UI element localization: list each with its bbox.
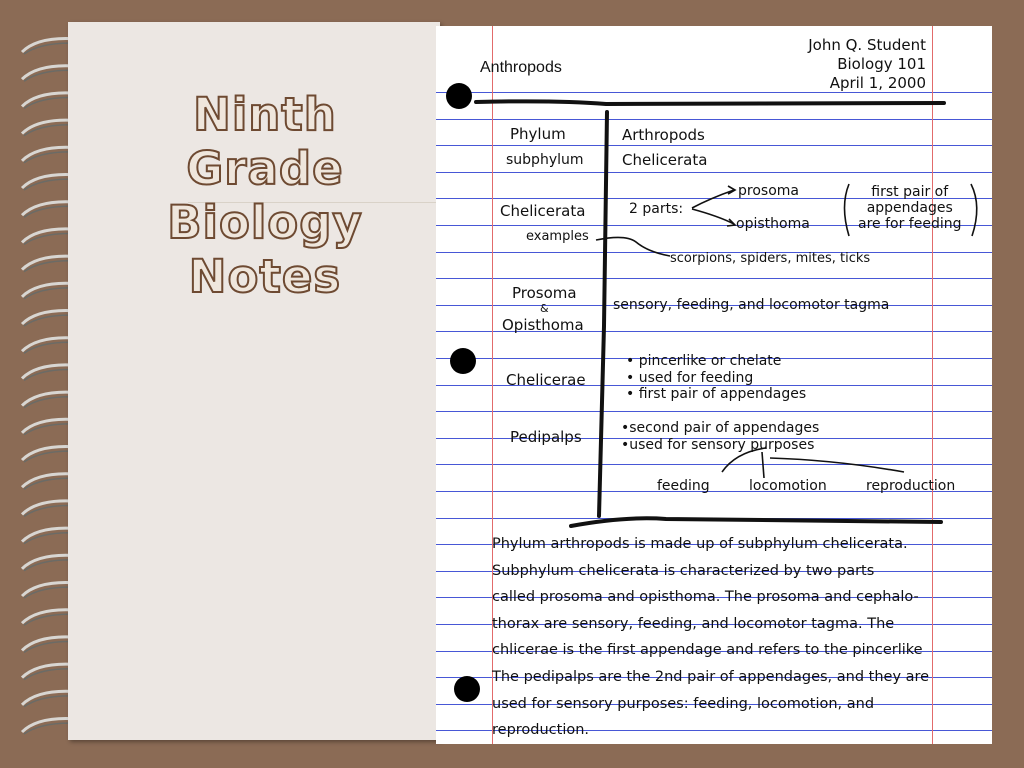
title-line: Ninth <box>193 88 337 141</box>
uses-connector-right <box>770 458 904 472</box>
outline-vertical-line <box>599 112 607 516</box>
opisthoma-arrow <box>692 209 734 224</box>
ampersand: & <box>540 302 549 315</box>
notebook-page <box>436 26 992 744</box>
phylum-value: Arthropods <box>622 126 705 144</box>
subphylum-value: Chelicerata <box>622 151 708 169</box>
summary-line: thorax are sensory, feeding, and locomotor tagma. The <box>492 615 895 632</box>
summary-line: chlicerae is the first appendage and refers to the pincerlike <box>492 642 923 659</box>
use-feeding: feeding <box>657 478 710 494</box>
summary-line: Subphylum chelicerata is characterized by two parts <box>492 562 875 579</box>
summary-line: used for sensory purposes: feeding, locomotion, and <box>492 695 875 712</box>
uses-connector-mid <box>762 452 764 478</box>
bullet-item: • used for feeding <box>626 369 754 386</box>
subphylum-label: subphylum <box>506 152 584 168</box>
pedipalps-points <box>621 420 819 453</box>
appendage-note <box>858 184 961 232</box>
use-locomotion: locomotion <box>749 478 827 494</box>
summary-line: called prosoma and opisthoma. The prosoma and cephalo- <box>492 589 919 606</box>
prosoma-value: sensory, feeding, and locomotor tagma <box>613 297 890 313</box>
opisthoma-label: Opisthoma <box>502 316 584 334</box>
summary-line: The pedipalps are the 2nd pair of appendages, and they are <box>492 668 930 685</box>
prosoma-label: Prosoma <box>512 284 577 302</box>
cover-title <box>120 88 410 304</box>
title-line: Notes <box>188 250 342 303</box>
bullet-text: pincerlike or chelate <box>638 353 782 369</box>
page-heading: Anthropods <box>480 59 562 76</box>
bullet-item: • first pair of appendages <box>626 386 807 402</box>
course-name: Biology 101 <box>837 55 926 73</box>
bullet-text: first pair of appendages <box>638 386 807 402</box>
title-line: Grade <box>186 142 344 195</box>
summary-paragraph <box>492 531 982 744</box>
opisthoma-part: opisthoma <box>736 216 810 232</box>
bullet-text: used for feeding <box>638 369 754 386</box>
bullet-text: second pair of appendages <box>629 420 820 436</box>
examples-value: scorpions, spiders, mites, ticks <box>670 251 871 266</box>
summary-line: Phylum arthropods is made up of subphylum chelicerata. <box>492 536 908 552</box>
section-end-divider <box>571 518 941 526</box>
appendage-note-line: appendages <box>866 200 953 216</box>
pedipalps-label: Pedipalps <box>510 428 582 446</box>
bullet-item: •used for sensory purposes <box>621 436 815 453</box>
bullet-item: •second pair of appendages <box>621 420 820 436</box>
chelicerata-label: Chelicerata <box>500 202 586 220</box>
chelicerae-points <box>626 353 806 403</box>
examples-label: examples <box>526 229 589 244</box>
phylum-label: Phylum <box>510 125 566 143</box>
header-divider <box>476 101 944 104</box>
appendage-note-line: are for feeding <box>858 216 962 232</box>
student-name: John Q. Student <box>808 36 926 54</box>
two-parts-text: 2 parts: <box>629 201 684 217</box>
use-reproduction: reproduction <box>866 478 956 494</box>
bullet-text: used for sensory purposes <box>629 436 815 453</box>
bullet-item: • pincerlike or chelate <box>626 353 782 369</box>
chelicerae-label: Chelicerae <box>506 371 586 389</box>
prosoma-arrow-head <box>728 186 735 194</box>
title-line: Biology <box>167 196 363 249</box>
prosoma-arrow <box>692 190 734 208</box>
summary-line: reproduction. <box>492 722 590 739</box>
note-date: April 1, 2000 <box>829 74 926 92</box>
prosoma-part: prosoma <box>738 183 799 199</box>
appendage-note-line: first pair of <box>871 184 949 200</box>
left-paren <box>845 184 850 236</box>
right-paren <box>971 184 977 236</box>
